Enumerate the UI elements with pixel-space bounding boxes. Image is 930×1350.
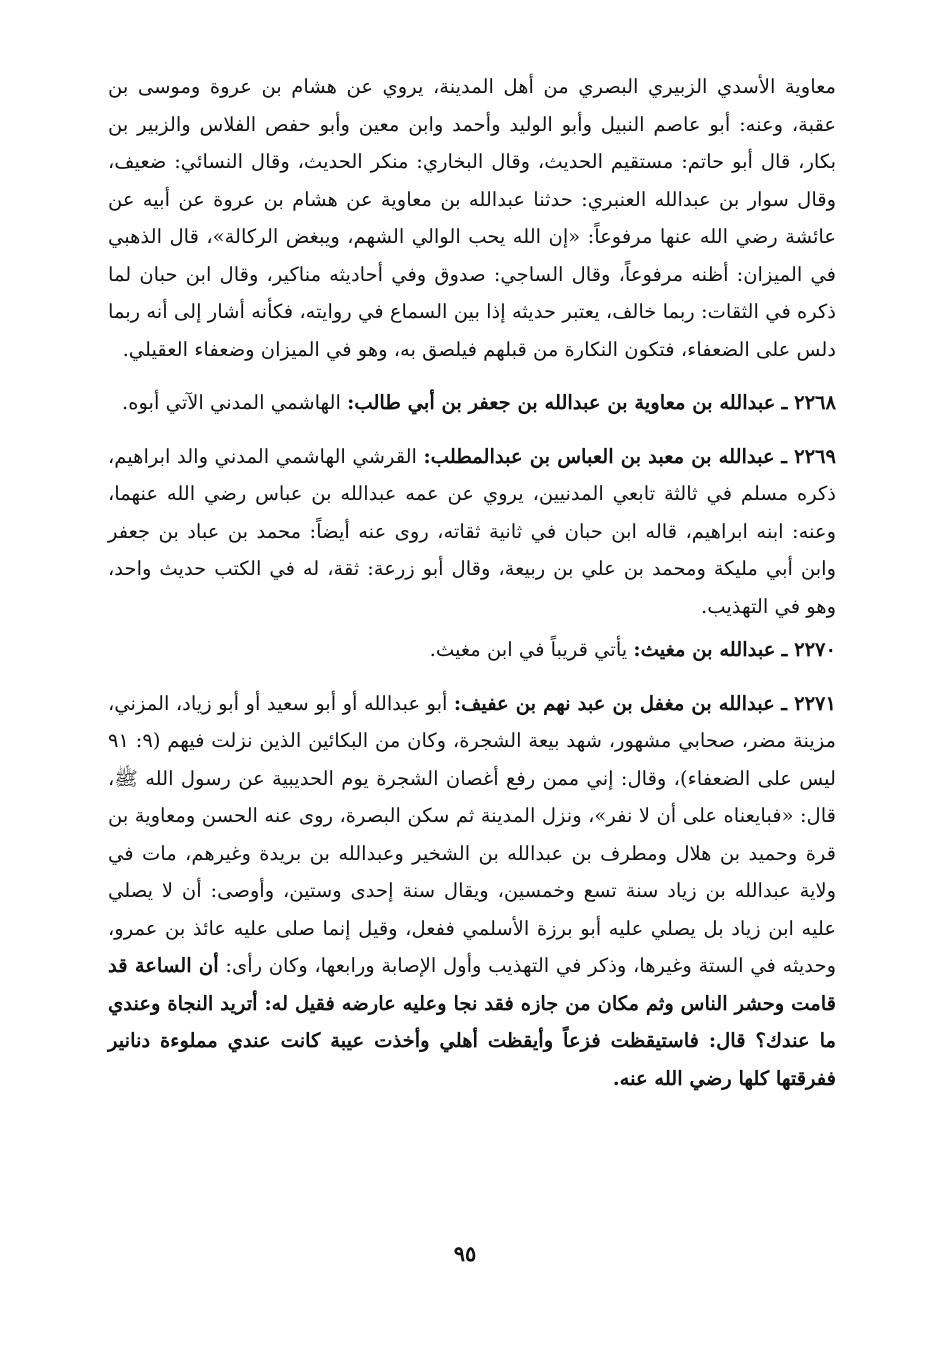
continuation-paragraph: [108, 68, 836, 368]
page-number: ٩٥: [453, 1241, 477, 1266]
entry-heading: عبدالله بن مغيث:: [633, 638, 776, 661]
entry-heading: عبدالله بن مغفل بن عبد نهم بن عفيف:: [453, 691, 775, 715]
continuation-text: معاوية الأسدي الزبيري البصري من أهل المدينة، يروي عن هشام بن عروة وموسى بن عقبة، وعنه: أبو عاصم النبيل وأبو الوليد وأحمد وابن معين وأبو حفص الفلاس والزبير بن بكار، قال أبو حاتم: مستقيم الحديث، وقال البخاري: منكر الحديث، وقال النسائي: ضعيف، وقال سوار بن عبدالله العنبري: حدثنا عبدالله بن معاوية عن هشام بن عروة عن أبيه عن عائشة رضي الله عنها مرفوعاً: «إن الله يحب الوالي الشهم، ويبغض الركالة»، قال الذهبي في الميزان: أظنه مرفوعاً، وقال الساجي: صدوق وفي أحاديثه مناكير، وقال ابن حبان لما ذكره في الثقات: ربما خالف، يعتبر حديثه إذا بين السماع في روايته، فكأنه أشار إلى أنه ربما دلس على الضعفاء، فتكون النكارة من قبلهم فيلصق به، وهو في الميزان وضعفاء العقيلي.: [108, 75, 836, 361]
entry-body: القرشي الهاشمي المدني والد ابراهيم، ذكره مسلم في ثالثة تابعي المدنيين، يروي عن عمه عبدالله بن عباس رضي الله عنهما، وعنه: ابنه ابراهيم، قاله ابن حبان في ثانية ثقاته، روى عنه أيضاً: محمد بن عباد بن جعفر وابن أبي مليكة ومحمد بن علي بن ربيعة، وقال أبو زرعة: ثقة، له في الكتب حديث واحد، وهو في التهذيب.: [108, 444, 836, 618]
entry-2269: [108, 438, 836, 626]
entry-heading: عبدالله بن معاوية بن عبدالله بن جعفر بن أبي طالب:: [347, 391, 776, 414]
entry-body: يأتي قريباً في ابن مغيث.: [429, 638, 628, 661]
entry-2268: [108, 384, 836, 422]
entry-number: ٢٢٦٩ ـ: [781, 444, 836, 468]
entry-bold-tail: أن الساعة قد قامت وحشر الناس وثم مكان من جازه فقد نجا وعليه عارضه فقيل له: أتريد النجاة وعندي ما عندك؟ قال: فاستيقظت فزعاً وأيقظت أهلي وأخذت عيبة كانت عندي مملوءة دنانير ففرقتها كلها رضي الله عنه.: [108, 954, 836, 1090]
entry-2270: [108, 631, 836, 669]
entry-2271: [108, 685, 836, 1098]
entry-number: ٢٢٧٠ ـ: [781, 638, 836, 661]
entry-body: أبو عبدالله أو أبو سعيد أو أبو زياد، المزني، مزينة مضر، صحابي مشهور، شهد بيعة الشجرة، وكان من البكائين الذين نزلت فيهم (٩: ٩١ ليس على الضعفاء)، وقال: إني ممن رفع أغصان الشجرة يوم الحديبية عن رسول الله ﷺ، قال: «فبايعناه على أن لا نفر»، ونزل المدينة ثم سكن البصرة، روى عنه الحسن ومعاوية بن قرة وحميد بن هلال ومطرف بن عبدالله بن الشخير وعبدالله بن بريدة وغيرهم، مات في ولاية عبدالله بن زياد سنة تسع وخمسين، ويقال سنة إحدى وستين، وأوصى: أن لا يصلي عليه ابن زياد بل يصلي عليه أبو برزة الأسلمي ففعل، وقيل إنما صلى عليه عائذ بن عمرو، وحديثه في الستة وغيرها، وذكر في التهذيب وأول الإصابة ورابعها، وكان رأى:: [108, 691, 836, 977]
entry-number: ٢٢٦٨ ـ: [781, 391, 836, 414]
entry-heading: عبدالله بن معبد بن العباس بن عبدالمطلب:: [423, 444, 775, 468]
page-body: [108, 68, 836, 1097]
entry-body: الهاشمي المدني الآتي أبوه.: [122, 391, 341, 414]
entry-number: ٢٢٧١ ـ: [781, 691, 836, 715]
